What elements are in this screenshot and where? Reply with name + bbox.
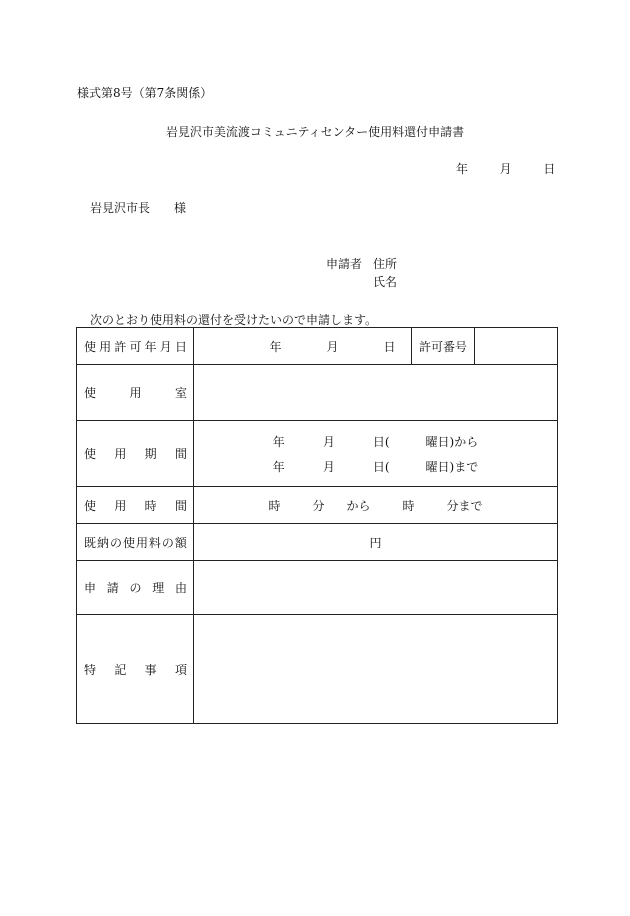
label-char: の — [161, 535, 174, 550]
time-end-hour: 時 — [402, 498, 415, 513]
applicant-address-label: 住所 — [373, 257, 398, 271]
label-char: 可 — [129, 339, 142, 354]
label-char: 期 — [144, 447, 157, 461]
label-chars — [77, 445, 193, 462]
permit-number-field[interactable] — [475, 328, 558, 365]
label-char: 室 — [174, 386, 187, 400]
addressee: 岩見沢市長 様 — [90, 201, 187, 215]
label-char: 間 — [174, 498, 187, 513]
form-number: 様式第8号（第7条関係） — [77, 86, 213, 100]
reason-field[interactable] — [194, 561, 558, 615]
period-start-month: 月 — [322, 434, 335, 449]
application-table — [76, 327, 558, 724]
paid-fee-field[interactable] — [194, 524, 558, 561]
label-char: 申 — [84, 581, 97, 595]
permit-month-label: 月 — [326, 339, 339, 354]
label-period — [77, 421, 194, 487]
permit-year-label: 年 — [269, 339, 282, 354]
label-char: 請 — [106, 581, 119, 595]
permit-day-label: 日 — [383, 339, 396, 354]
label-char: 記 — [114, 662, 127, 677]
period-start-weekday: 曜日)から — [425, 434, 479, 449]
permit-date-field[interactable] — [194, 328, 412, 365]
label-char: 使 — [84, 447, 97, 461]
date-month-label: 月 — [499, 162, 512, 176]
label-char: 理 — [152, 581, 165, 595]
time-start-hour: 時 — [268, 498, 281, 513]
label-char: 項 — [174, 662, 187, 677]
label-char: 特 — [84, 662, 97, 677]
row-permit-date — [77, 328, 558, 365]
label-char: 用 — [135, 535, 148, 550]
applicant-name-label: 氏名 — [373, 275, 398, 289]
time-from: から — [346, 498, 371, 513]
label-char: 使 — [122, 535, 135, 550]
label-char: 料 — [148, 535, 161, 550]
label-chars — [77, 579, 193, 596]
date-year-label: 年 — [456, 162, 469, 176]
label-char: 用 — [114, 447, 127, 461]
label-permit-date — [77, 328, 194, 365]
period-field[interactable] — [194, 421, 558, 487]
label-char: 用 — [114, 498, 127, 513]
label-char: 許 — [114, 339, 127, 354]
intro-text: 次のとおり使用料の還付を受けたいので申請します。 — [90, 313, 378, 327]
label-char: の — [109, 535, 122, 550]
label-chars — [77, 661, 193, 678]
period-end-weekday: 曜日)まで — [425, 459, 479, 474]
notes-field[interactable] — [194, 615, 558, 724]
label-paid-fee — [77, 524, 194, 561]
label-char: 額 — [174, 535, 187, 550]
label-chars — [77, 384, 193, 401]
row-period — [77, 421, 558, 487]
label-char: 使 — [84, 339, 97, 354]
label-reason — [77, 561, 194, 615]
label-char: 用 — [99, 339, 112, 354]
row-paid-fee — [77, 524, 558, 561]
time-field[interactable] — [194, 487, 558, 524]
row-reason — [77, 561, 558, 615]
yen-label: 円 — [369, 535, 382, 550]
submission-date — [456, 160, 555, 177]
label-char: 時 — [144, 498, 157, 513]
label-char: 月 — [159, 339, 172, 354]
label-char: 事 — [144, 662, 157, 677]
label-chars — [77, 497, 193, 514]
label-time — [77, 487, 194, 524]
period-end-year: 年 — [272, 459, 285, 474]
period-start-day: 日( — [372, 434, 390, 449]
label-char: 納 — [96, 535, 109, 550]
document-title: 岩見沢市美流渡コミュニティセンター使用料還付申請書 — [165, 125, 465, 139]
row-notes — [77, 615, 558, 724]
period-end-month: 月 — [322, 459, 335, 474]
label-room — [77, 365, 194, 421]
label-char: 用 — [129, 386, 142, 400]
label-char: 由 — [174, 581, 187, 595]
period-end-day: 日( — [372, 459, 390, 474]
row-time — [77, 487, 558, 524]
permit-number-label: 許可番号 — [412, 328, 475, 365]
label-chars — [77, 338, 193, 355]
label-char: 日 — [174, 339, 187, 354]
label-char: 間 — [174, 447, 187, 461]
date-day-label: 日 — [543, 162, 556, 176]
row-room — [77, 365, 558, 421]
label-char: 使 — [84, 498, 97, 513]
period-start-year: 年 — [272, 434, 285, 449]
time-end-minute: 分まで — [446, 498, 483, 513]
label-char: 年 — [144, 339, 157, 354]
label-chars — [77, 534, 193, 551]
room-field[interactable] — [194, 365, 558, 421]
time-start-minute: 分 — [312, 498, 325, 513]
period-end — [194, 458, 557, 475]
applicant-label: 申請者 — [326, 257, 363, 271]
label-char: 既 — [84, 535, 97, 550]
period-start — [194, 433, 557, 450]
label-char: 使 — [84, 386, 97, 400]
label-char: の — [129, 581, 142, 595]
label-notes — [77, 615, 194, 724]
